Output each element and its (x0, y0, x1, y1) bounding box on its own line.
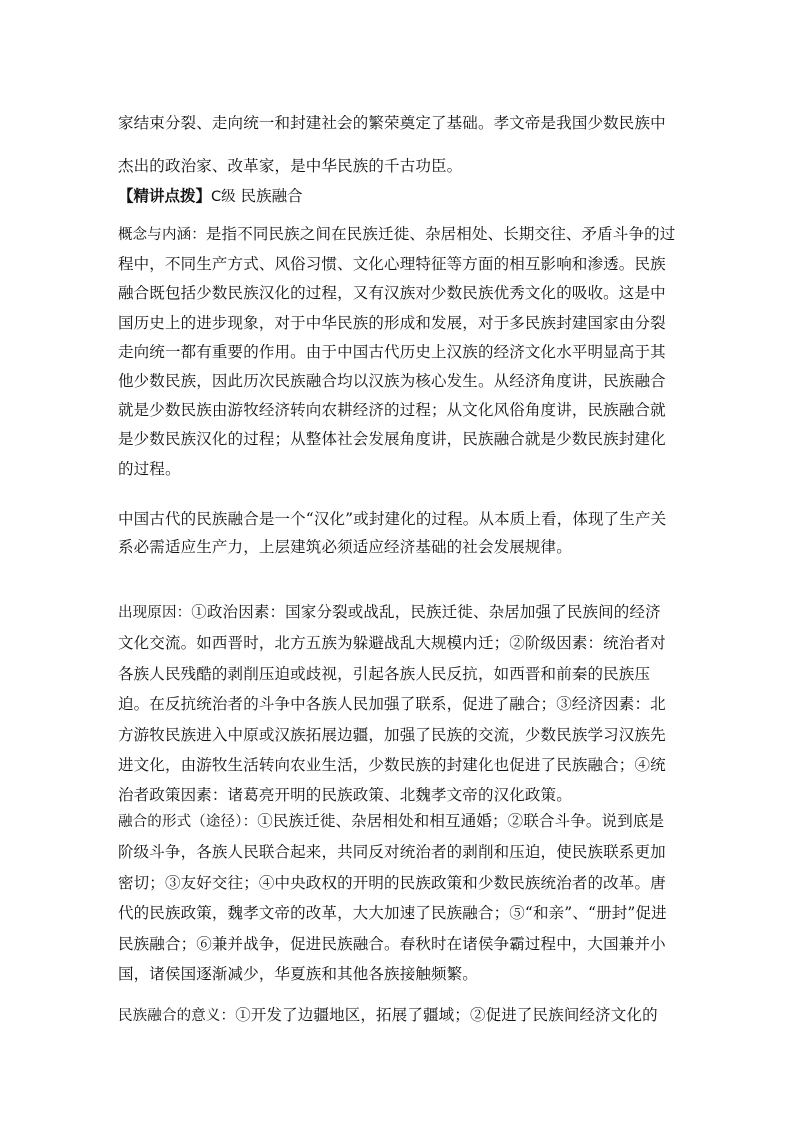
significance-section (118, 1000, 676, 1031)
essence-section (118, 505, 676, 561)
concept-section (118, 220, 676, 484)
concept-body: 是指不同民族之间在民族迁徙、杂居相处、长期交往、矛盾斗争的过程中，不同生产方式、风俗习惯、文化心理特征等方面的相互影响和渗透。民族融合既包括少数民族汉化的过程，又有汉族对少数民族优秀文化的吸收。这是中国历史上的进步现象，对于中华民族的形成和发展，对于多民族封建国家由分裂走向统一都有重要的作用。由于中国古代历史上汉族的经济文化水平明显高于其他少数民族，因此历次民族融合均以汉族为核心发生。从经济角度讲，民族融合就是少数民族由游牧经济转向农耕经济的过程；从文化风俗角度讲，民族融合就是少数民族汉化的过程；从整体社会发展角度讲，民族融合就是少数民族封建化的过程。 (118, 225, 676, 478)
heading-level: C级 (211, 189, 236, 205)
essence-text: 中国古代的民族融合是一个“汉化”或封建化的过程。从本质上看，体现了生产关系必需适应生产力，上层建筑必须适应经济基础的社会发展规律。 (118, 510, 667, 556)
forms-section (118, 806, 676, 989)
causes-section (118, 597, 676, 811)
intro-paragraph (118, 102, 676, 188)
significance-body: ①开发了边疆地区，拓展了疆域；②促进了民族间经济文化的 (235, 1006, 658, 1024)
forms-body: ①民族迁徙、杂居相处和相互通婚；②联合斗争。说到底是阶级斗争，各族人民联合起来，共同反对统治者的剥削和压迫，使民族联系更加密切；③友好交往；④中央政权的开明的民族政策和少数民族统治者的改革。唐代的民族政策，魏孝文帝的改革，大大加速了民族融合；⑤“和亲”、“册封”促进民族融合；⑥兼并战争，促进民族融合。春秋时在诸侯争霸过程中，大国兼并小国，诸侯国逐渐减少，华夏族和其他各族接触频繁。 (118, 812, 667, 984)
significance-term: 民族融合的意义： (118, 1008, 236, 1024)
heading-topic: 民族融合 (240, 187, 303, 205)
causes-term: 出现原因： (118, 605, 192, 621)
causes-body: ①政治因素：国家分裂或战乱，民族迁徙、杂居加强了民族间的经济文化交流。如西晋时，北方五族为躲避战乱大规模内迁；②阶级因素：统治者对各族人民残酷的剥削压迫或歧视，引起各族人民反抗，如西晋和前秦的民族压迫。在反抗统治者的斗争中各族人民加强了联系，促进了融合；③经济因素：北方游牧民族进入中原或汉族拓展边疆，加强了民族的交流，少数民族学习汉族先进文化，由游牧生活转向农业生活，少数民族的封建化也促进了民族融合；④统治者政策因素：诸葛亮开明的民族政策、北魏孝文帝的汉化政策。 (118, 603, 666, 805)
forms-term: 融合的形式（途径）： (118, 814, 258, 830)
concept-term: 概念与内涵： (118, 227, 206, 243)
heading-bracket-title: 【精讲点拨】 (118, 186, 212, 205)
intro-text: 家结束分裂、走向统一和封建社会的繁荣奠定了基础。孝文帝是我国少数民族中杰出的政治家、改革家，是中华民族的千古功臣。 (118, 114, 666, 175)
section-heading (118, 185, 303, 208)
